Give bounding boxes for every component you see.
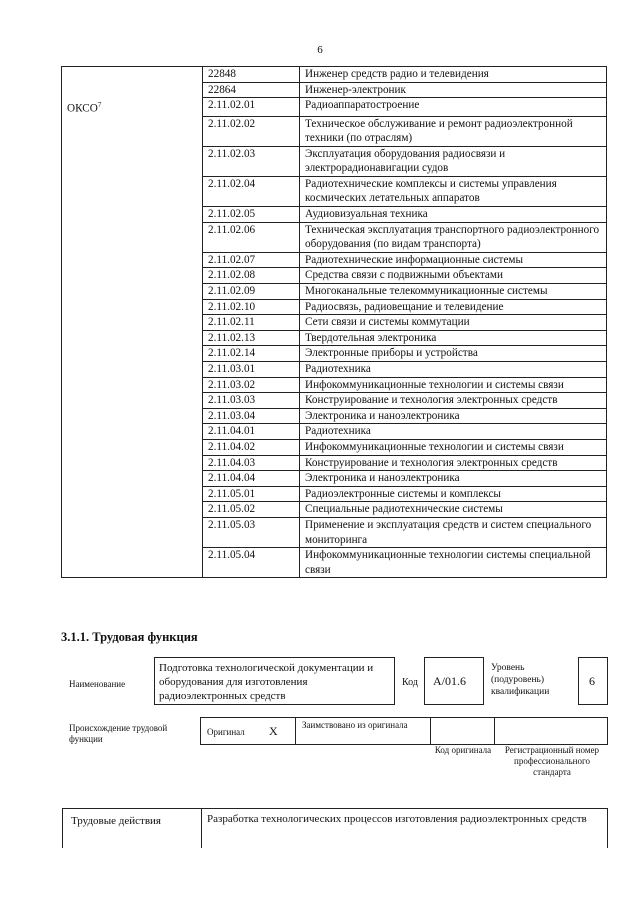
group-cell	[62, 548, 203, 578]
borrowed-label: Заимствовано из оригинала	[302, 720, 408, 730]
table-row	[62, 315, 607, 331]
code-cell: 22864	[203, 82, 300, 98]
code-cell: 2.11.04.03	[203, 455, 300, 471]
table-row	[62, 486, 607, 502]
table-row	[62, 330, 607, 346]
group-cell	[62, 299, 203, 315]
group-cell	[62, 315, 203, 331]
origin-label: Происхождение трудовой функции	[69, 723, 168, 744]
table-row	[62, 222, 607, 252]
group-cell	[62, 252, 203, 268]
table-row	[62, 252, 607, 268]
group-cell	[62, 222, 203, 252]
name-cell: Электронные приборы и устройства	[300, 346, 607, 362]
name-cell: Техническая эксплуатация транспортного радиоэлектронного оборудования (по видам транспорта)	[300, 222, 607, 252]
code-cell: 2.11.02.14	[203, 346, 300, 362]
name-cell: Конструирование и технология электронных средств	[300, 393, 607, 409]
table-row	[62, 82, 607, 98]
group-cell	[62, 424, 203, 440]
name-label: Наименование	[69, 679, 126, 689]
code-box	[424, 657, 484, 705]
code-cell: 2.11.02.10	[203, 299, 300, 315]
group-cell	[62, 146, 203, 176]
name-cell: Сети связи и системы коммутации	[300, 315, 607, 331]
table-row	[62, 362, 607, 378]
code-cell: 2.11.05.02	[203, 502, 300, 518]
name-cell: Многоканальные телекоммуникационные системы	[300, 284, 607, 300]
code-cell: 2.11.02.09	[203, 284, 300, 300]
table-row	[62, 377, 607, 393]
code-cell: 2.11.02.02	[203, 116, 300, 146]
group-cell	[62, 330, 203, 346]
name-cell: Инженер средств радио и телевидения	[300, 67, 607, 83]
code-cell: 2.11.05.01	[203, 486, 300, 502]
name-cell: Радиотехнические комплексы и системы управления космических летательных аппаратов	[300, 176, 607, 206]
page-number: 6	[317, 44, 323, 56]
level-value: 6	[589, 674, 595, 688]
footnote-marker: 7	[97, 100, 102, 109]
code-cell: 2.11.04.04	[203, 471, 300, 487]
group-cell	[62, 346, 203, 362]
name-cell: Электроника и наноэлектроника	[300, 408, 607, 424]
original-mark: X	[269, 724, 278, 738]
code-original-cell	[430, 717, 495, 745]
name-cell: Радиотехника	[300, 424, 607, 440]
section-heading: 3.1.1. Трудовая функция	[61, 630, 198, 644]
level-box	[578, 657, 608, 705]
group-cell	[62, 268, 203, 284]
name-cell: Применение и эксплуатация средств и систем специального мониторинга	[300, 517, 607, 547]
code-cell: 2.11.02.08	[203, 268, 300, 284]
actions-label: Трудовые действия	[71, 815, 161, 827]
code-cell: 2.11.03.04	[203, 408, 300, 424]
code-cell: 2.11.02.03	[203, 146, 300, 176]
function-name-box	[154, 657, 395, 705]
group-cell	[62, 207, 203, 223]
code-cell: 2.11.03.02	[203, 377, 300, 393]
table-row	[62, 284, 607, 300]
function-name-value: Подготовка технологической документации и оборудования для изготовления радиоэлектронных средств	[159, 662, 374, 702]
group-cell	[62, 67, 203, 83]
reg-number-caption: Регистрационный номер профессионального стандарта	[504, 745, 600, 777]
name-cell: Инженер-электроник	[300, 82, 607, 98]
group-cell	[62, 502, 203, 518]
okso-group-label	[62, 98, 203, 116]
name-cell: Радиотехнические информационные системы	[300, 252, 607, 268]
okso-table	[61, 66, 607, 578]
group-cell	[62, 176, 203, 206]
group-cell	[62, 471, 203, 487]
actions-value: Разработка технологических процессов изготовления радиоэлектронных средств	[207, 813, 587, 825]
code-cell: 2.11.03.03	[203, 393, 300, 409]
code-cell: 2.11.04.02	[203, 439, 300, 455]
table-row	[62, 299, 607, 315]
table-row	[62, 346, 607, 362]
table-row	[62, 439, 607, 455]
actions-label-cell	[62, 808, 202, 848]
group-cell	[62, 439, 203, 455]
group-cell	[62, 455, 203, 471]
name-cell: Инфокоммуникационные технологии и системы связи	[300, 439, 607, 455]
group-cell	[62, 284, 203, 300]
table-row	[62, 393, 607, 409]
group-cell	[62, 393, 203, 409]
code-cell: 2.11.02.13	[203, 330, 300, 346]
table-row	[62, 146, 607, 176]
table-row	[62, 408, 607, 424]
group-cell	[62, 517, 203, 547]
name-cell: Средства связи с подвижными объектами	[300, 268, 607, 284]
original-cell	[200, 717, 296, 745]
code-cell: 2.11.03.01	[203, 362, 300, 378]
code-cell: 2.11.05.04	[203, 548, 300, 578]
table-row	[62, 268, 607, 284]
code-cell: 2.11.02.01	[203, 98, 300, 116]
group-cell	[62, 486, 203, 502]
code-cell: 2.11.02.05	[203, 207, 300, 223]
actions-value-cell	[201, 808, 608, 848]
table-row	[62, 548, 607, 578]
table-row	[62, 67, 607, 83]
code-cell: 2.11.02.07	[203, 252, 300, 268]
code-value: A/01.6	[433, 674, 466, 688]
group-cell	[62, 82, 203, 98]
table-row	[62, 471, 607, 487]
name-cell: Конструирование и технология электронных средств	[300, 455, 607, 471]
name-cell: Твердотельная электроника	[300, 330, 607, 346]
table-row	[62, 517, 607, 547]
name-cell: Инфокоммуникационные технологии системы специальной связи	[300, 548, 607, 578]
code-label: Код	[402, 677, 418, 688]
name-cell: Эксплуатация оборудования радиосвязи и электрорадионавигации судов	[300, 146, 607, 176]
code-original-caption: Код оригинала	[434, 745, 492, 755]
code-cell: 22848	[203, 67, 300, 83]
reg-number-cell	[494, 717, 608, 745]
okso-label-text: ОКСО	[67, 102, 98, 115]
table-row	[62, 424, 607, 440]
name-cell: Инфокоммуникационные технологии и системы связи	[300, 377, 607, 393]
group-cell	[62, 362, 203, 378]
original-label: Оригинал	[207, 727, 245, 737]
name-cell: Радиоэлектронные системы и комплексы	[300, 486, 607, 502]
group-cell	[62, 377, 203, 393]
name-cell: Специальные радиотехнические системы	[300, 502, 607, 518]
level-label: Уровень (подуровень) квалификации	[491, 663, 550, 697]
table-row	[62, 116, 607, 146]
name-cell: Радиосвязь, радиовещание и телевидение	[300, 299, 607, 315]
group-cell	[62, 408, 203, 424]
name-cell: Техническое обслуживание и ремонт радиоэлектронной техники (по отраслям)	[300, 116, 607, 146]
table-row	[62, 207, 607, 223]
name-cell: Аудиовизуальная техника	[300, 207, 607, 223]
code-cell: 2.11.02.06	[203, 222, 300, 252]
code-cell: 2.11.02.11	[203, 315, 300, 331]
code-cell: 2.11.05.03	[203, 517, 300, 547]
name-cell: Электроника и наноэлектроника	[300, 471, 607, 487]
code-cell: 2.11.02.04	[203, 176, 300, 206]
table-row	[62, 455, 607, 471]
name-cell: Радиотехника	[300, 362, 607, 378]
group-cell	[62, 116, 203, 146]
name-cell: Радиоаппаратостроение	[300, 98, 607, 116]
table-row	[62, 502, 607, 518]
code-cell: 2.11.04.01	[203, 424, 300, 440]
table-row	[62, 98, 607, 116]
table-row	[62, 176, 607, 206]
borrowed-cell	[295, 717, 431, 745]
